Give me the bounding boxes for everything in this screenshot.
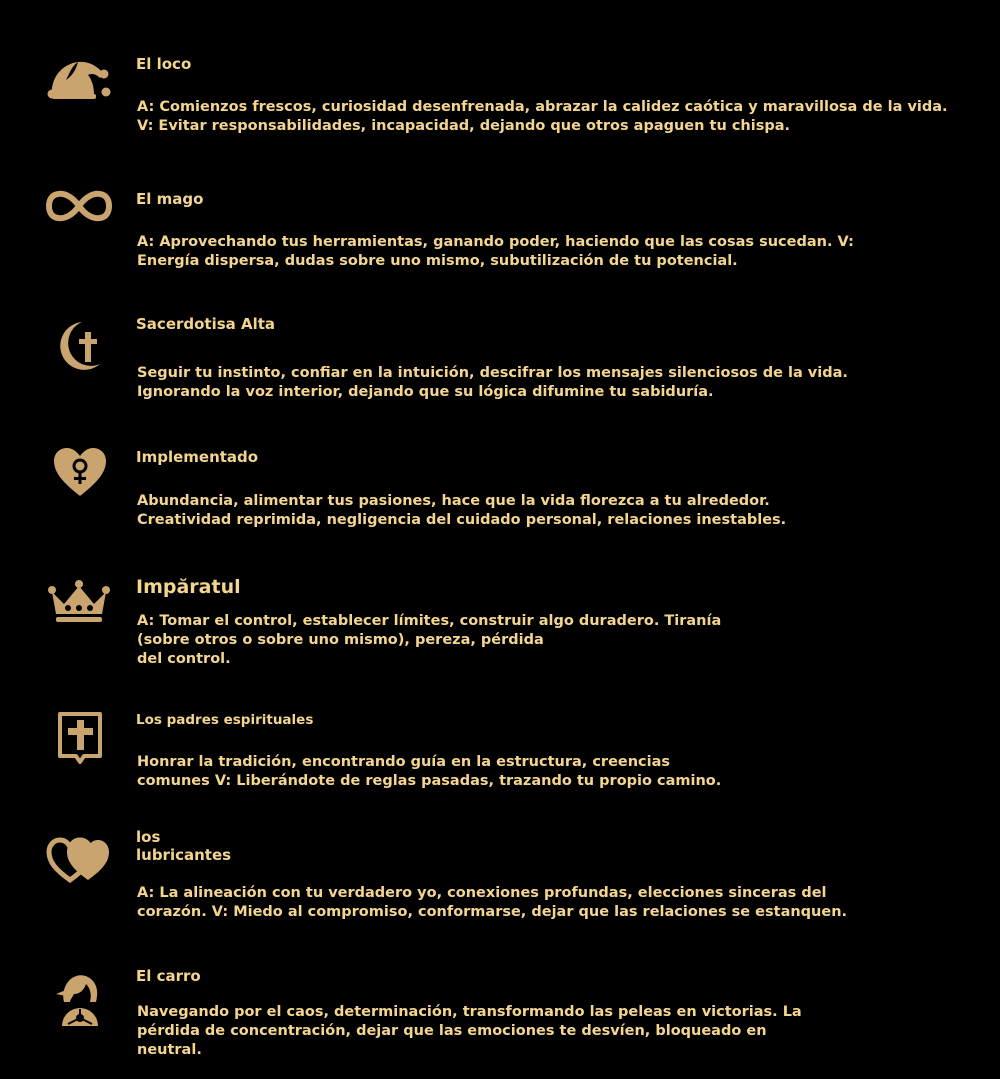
card-description: Abundancia, alimentar tus pasiones, hace que la vida florezca a tu alrededor. Creatividad reprimida, negligencia del cuidado personal, relaciones inestables. <box>137 493 787 528</box>
jester-hat-icon <box>46 56 112 102</box>
card-title: Implementado <box>136 448 259 466</box>
two-hearts-icon <box>46 836 112 884</box>
card-title: Sacerdotisa Alta <box>136 315 276 333</box>
chariot-horse-icon <box>54 972 106 1028</box>
card-description: Navegando por el caos, determinación, transformando las peleas en victorias. La pérdida de concentración, dejar que las emociones te desvíen, bloqueado en neutral. <box>137 1004 802 1058</box>
crown-icon <box>48 578 110 624</box>
crescent-cross-icon <box>52 318 108 374</box>
card-description: Honrar la tradición, encontrando guía en la estructura, creencias comunes V: Liberándote de reglas pasadas, trazando tu propio camino. <box>137 754 722 789</box>
card-description: A: La alineación con tu verdadero yo, conexiones profundas, elecciones sinceras del corazón. V: Miedo al compromiso, conformarse, dejar que las relaciones se estanquen. <box>137 885 848 920</box>
card-title: los lubricantes <box>136 828 232 864</box>
heart-venus-icon <box>52 446 108 498</box>
card-title: Los padres espirituales <box>136 712 314 728</box>
card-title: El mago <box>136 190 204 208</box>
infinity-icon <box>46 188 112 224</box>
card-description: A: Tomar el control, establecer límites, construir algo duradero. Tiranía (sobre otros o sobre uno mismo), pereza, pérdida del control. <box>137 613 722 667</box>
book-cross-icon <box>56 710 104 764</box>
card-description: A: Comienzos frescos, curiosidad desenfrenada, abrazar la calidez caótica y maravillosa de la vida. V: Evitar responsabilidades, incapacidad, dejando que otros apaguen tu chispa. <box>137 99 948 134</box>
card-title: El carro <box>136 967 201 985</box>
card-description: Seguir tu instinto, confiar en la intuición, descifrar los mensajes silenciosos de la vida. Ignorando la voz interior, dejando que su lógica difumine tu sabiduría. <box>137 365 848 400</box>
card-title: Impăratul <box>136 576 241 598</box>
card-title: El loco <box>136 55 192 73</box>
card-description: A: Aprovechando tus herramientas, ganando poder, haciendo que las cosas sucedan. V: Energía dispersa, dudas sobre uno mismo, subutilización de tu potencial. <box>137 234 854 269</box>
